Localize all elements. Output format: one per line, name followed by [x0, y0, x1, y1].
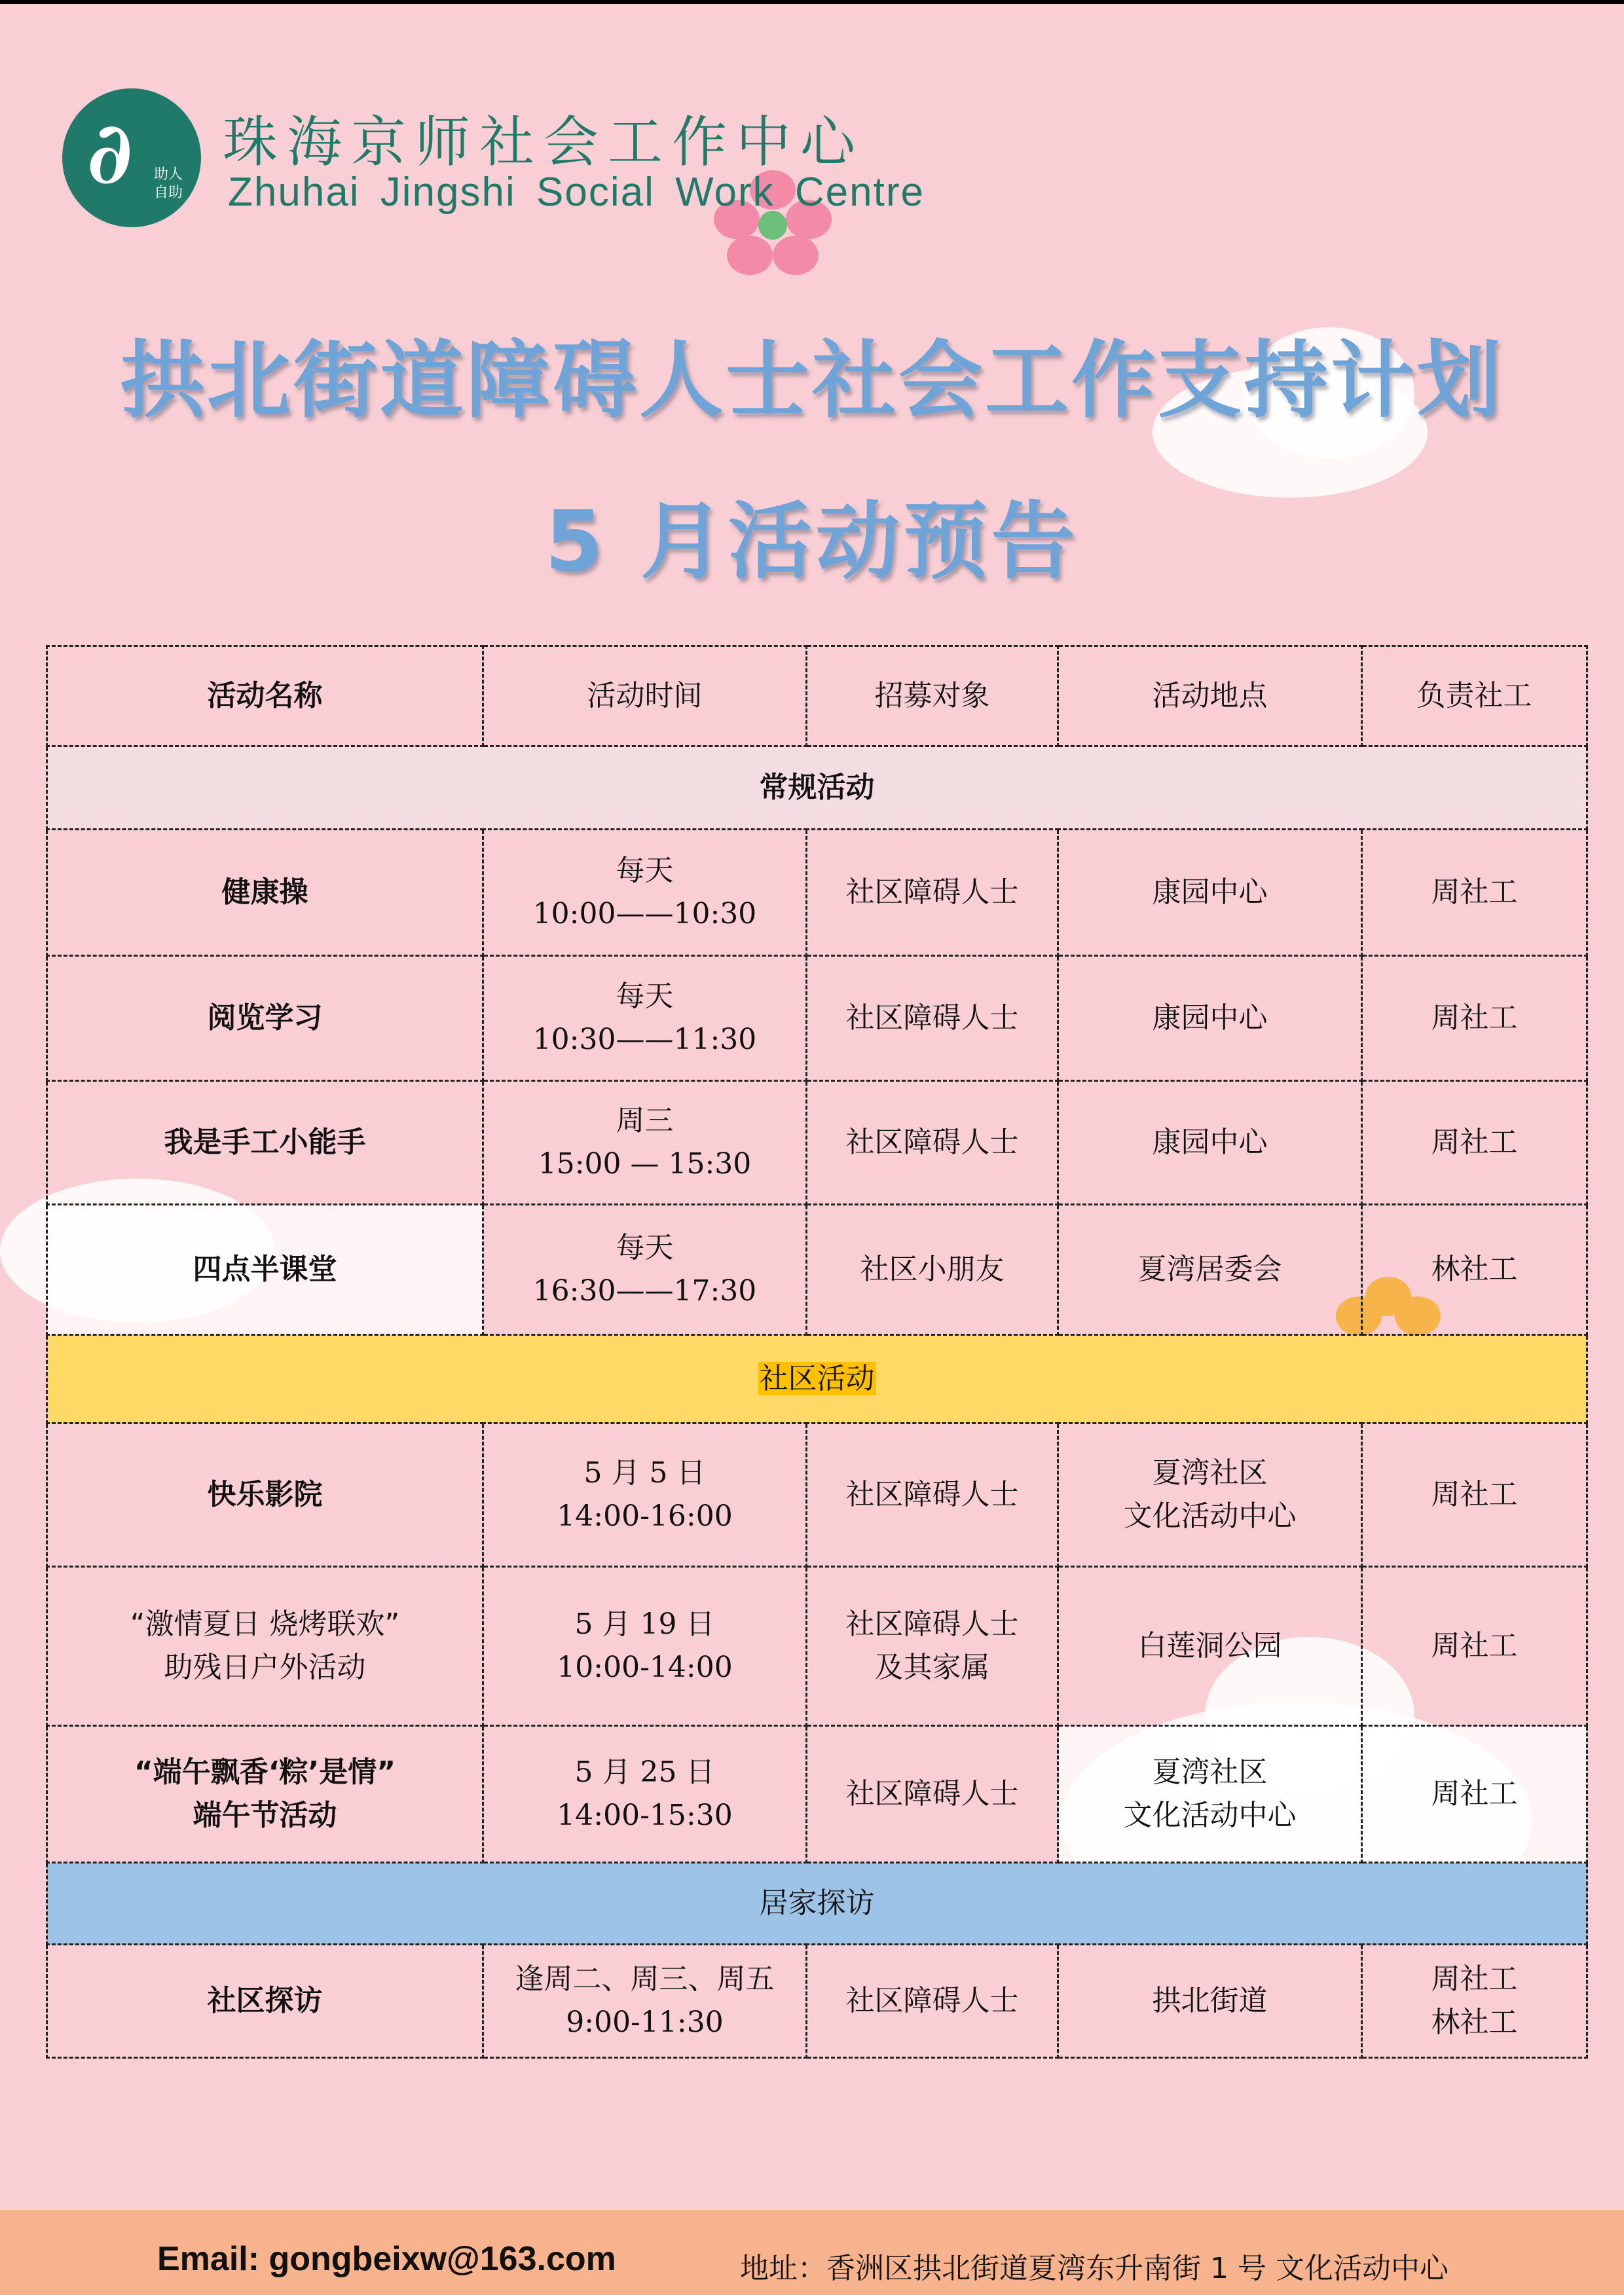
activity-place: 夏湾社区 文化活动中心: [1058, 1423, 1362, 1567]
activity-time: 逢周二、周三、周五 9:00-11:30: [483, 1945, 807, 2058]
top-border: [0, 0, 1624, 4]
org-name-en: Zhuhai Jingshi Social Work Centre: [228, 170, 925, 215]
activity-time: 每天 10:00——10:30: [483, 830, 807, 956]
activity-name: “端午飘香‘粽’是情” 端午节活动: [47, 1726, 483, 1863]
org-name-cn: 珠海京师社会工作中心: [223, 110, 865, 174]
table-row: [47, 1081, 1587, 1205]
table-row: [47, 956, 1587, 1081]
activity-place: 拱北街道: [1058, 1945, 1362, 2058]
activity-worker: 周社工: [1362, 1567, 1587, 1726]
table-row: [47, 1423, 1587, 1567]
activity-place: 白莲洞公园: [1058, 1567, 1362, 1726]
activity-target: 社区障碍人士: [807, 1423, 1058, 1567]
section-label: 居家探访: [47, 1863, 1587, 1945]
activity-time: 周三 15:00 — 15:30: [483, 1081, 807, 1205]
activity-name: 快乐影院: [47, 1423, 483, 1567]
header-worker: 负责社工: [1362, 646, 1587, 746]
activity-worker: 林社工: [1362, 1205, 1587, 1335]
activity-name: 阅览学习: [47, 956, 483, 1081]
activity-target: 社区障碍人士: [807, 1726, 1058, 1863]
activity-name: 社区探访: [47, 1945, 483, 2058]
activity-name: 四点半课堂: [47, 1205, 483, 1335]
section-row-community: [47, 1335, 1587, 1423]
logo: [62, 88, 201, 227]
page-title: 拱北街道障碍人士社会工作支持计划: [120, 332, 1504, 430]
logo-glyph: ∂: [87, 103, 133, 203]
table-row: [47, 1726, 1587, 1863]
activity-time: 5 月 19 日 10:00-14:00: [483, 1567, 807, 1726]
activity-worker: 周社工: [1362, 1423, 1587, 1567]
activity-worker: 周社工 林社工: [1362, 1945, 1587, 2058]
activity-table: [46, 645, 1588, 2059]
activity-name: “激情夏日 烧烤联欢” 助残日户外活动: [47, 1567, 483, 1726]
activity-place: 康园中心: [1058, 1081, 1362, 1205]
activity-worker: 周社工: [1362, 956, 1587, 1081]
activity-time: 5 月 5 日 14:00-16:00: [483, 1423, 807, 1567]
activity-name: 健康操: [47, 830, 483, 956]
section-label: 社区活动: [47, 1335, 1587, 1423]
footer-email: Email: gongbeixw@163.com: [157, 2240, 616, 2278]
activity-target: 社区障碍人士: [807, 1945, 1058, 2058]
section-row-home-visit: [47, 1863, 1587, 1945]
header-name: 活动名称: [47, 646, 483, 746]
section-label: 常规活动: [47, 746, 1587, 830]
activity-place: 夏湾居委会: [1058, 1205, 1362, 1335]
table-row: [47, 1567, 1587, 1726]
activity-time: 每天 16:30——17:30: [483, 1205, 807, 1335]
activity-place: 康园中心: [1058, 956, 1362, 1081]
section-row-regular: [47, 746, 1587, 830]
activity-time: 每天 10:30——11:30: [483, 956, 807, 1081]
activity-target: 社区障碍人士: [807, 1081, 1058, 1205]
logo-tagline: 助人 自助: [153, 166, 183, 201]
activity-worker: 周社工: [1362, 830, 1587, 956]
activity-target: 社区障碍人士 及其家属: [807, 1567, 1058, 1726]
activity-worker: 周社工: [1362, 1081, 1587, 1205]
footer-address: 地址：香洲区拱北街道夏湾东升南街 1 号 文化活动中心: [740, 2252, 1449, 2285]
activity-place: 夏湾社区 文化活动中心: [1058, 1726, 1362, 1863]
table-row: [47, 830, 1587, 956]
activity-target: 社区小朋友: [807, 1205, 1058, 1335]
activity-time: 5 月 25 日 14:00-15:30: [483, 1726, 807, 1863]
table-row: [47, 1945, 1587, 2058]
activity-target: 社区障碍人士: [807, 956, 1058, 1081]
activity-target: 社区障碍人士: [807, 830, 1058, 956]
activity-name: 我是手工小能手: [47, 1081, 483, 1205]
activity-worker: 周社工: [1362, 1726, 1587, 1863]
header-target: 招募对象: [807, 646, 1058, 746]
page-subtitle: 5 月活动预告: [545, 493, 1079, 591]
activity-place: 康园中心: [1058, 830, 1362, 956]
table-row: [47, 1205, 1587, 1335]
header-time: 活动时间: [483, 646, 807, 746]
table-header-row: [47, 646, 1587, 746]
header-place: 活动地点: [1058, 646, 1362, 746]
